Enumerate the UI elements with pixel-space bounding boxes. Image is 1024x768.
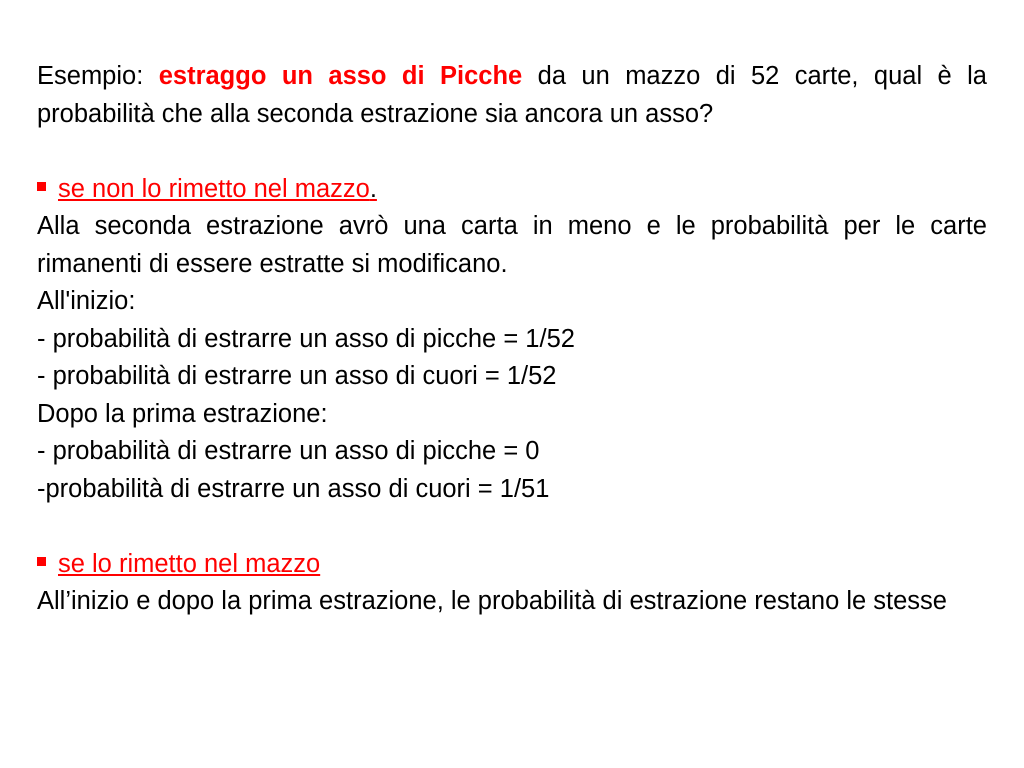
case1-line: -probabilità di estrarre un asso di cuori = 1/51: [37, 474, 550, 503]
square-bullet-icon: [37, 557, 46, 566]
case1-line: All'inizio:: [37, 287, 136, 315]
case1-heading-line: [37, 171, 987, 209]
square-bullet-icon: [37, 182, 46, 191]
spacer: [37, 133, 987, 171]
intro-lead: Esempio:: [37, 62, 144, 90]
intro-rest: da un mazzo di 52 carte, qual è la probabilità che alla seconda estrazione sia ancora un asso?: [37, 62, 987, 128]
case2-heading-line: [37, 546, 987, 584]
slide-body: [37, 58, 987, 621]
case1-line: Dopo la prima estrazione:: [37, 399, 328, 428]
case1-line: - probabilità di estrarre un asso di picche = 0: [37, 437, 540, 465]
intro-highlight: estraggo un asso di Picche: [158, 62, 523, 90]
intro-paragraph: [37, 58, 987, 133]
case1-heading-suffix: .: [369, 174, 377, 203]
case2-description: All’inizio e dopo la prima estrazione, le probabilità di estrazione restano le stesse: [37, 587, 947, 615]
case1-line: - probabilità di estrarre un asso di cuori = 1/52: [37, 362, 557, 390]
spacer: [37, 508, 987, 546]
case2-heading: se lo rimetto nel mazzo: [58, 549, 321, 578]
case1-heading: se non lo rimetto nel mazzo: [58, 174, 370, 203]
case1-description: Alla seconda estrazione avrò una carta in meno e le probabilità per le carte rimanenti di essere estratte si modificano.: [37, 212, 987, 278]
case1-line: - probabilità di estrarre un asso di picche = 1/52: [37, 324, 575, 353]
